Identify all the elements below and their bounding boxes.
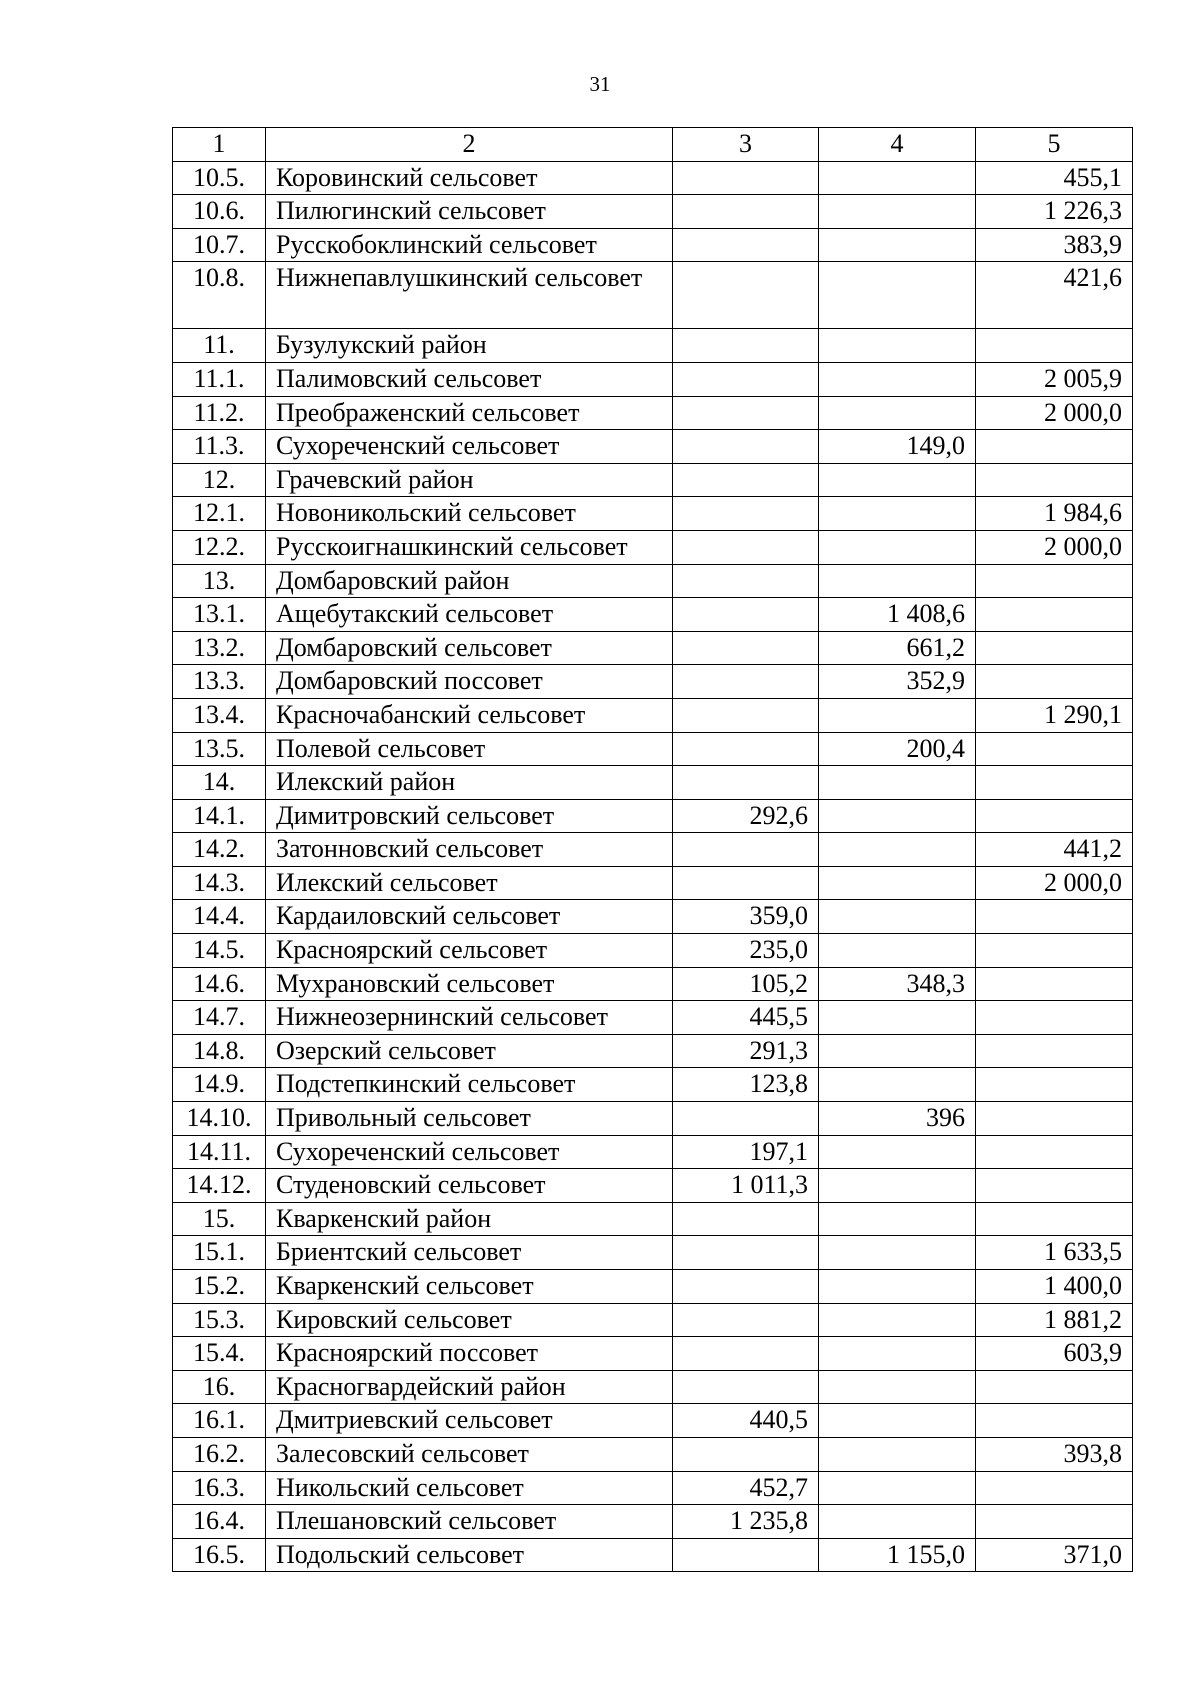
row-name: Красноярский поссовет bbox=[266, 1337, 673, 1371]
row-number: 14.12. bbox=[173, 1169, 266, 1203]
row-name: Коровинский сельсовет bbox=[266, 161, 673, 195]
column-header-5: 5 bbox=[976, 128, 1133, 162]
table-row bbox=[173, 934, 1133, 968]
row-name: Никольский сельсовет bbox=[266, 1471, 673, 1505]
row-value-col5 bbox=[976, 934, 1133, 968]
row-number: 14. bbox=[173, 766, 266, 800]
row-name: Подстепкинский сельсовет bbox=[266, 1068, 673, 1102]
row-value-col4: 149,0 bbox=[819, 430, 976, 464]
table-row bbox=[173, 161, 1133, 195]
row-name: Кардаиловский сельсовет bbox=[266, 900, 673, 934]
table-row bbox=[173, 1102, 1133, 1136]
row-name: Русскоигнашкинский сельсовет bbox=[266, 530, 673, 564]
row-number: 12.2. bbox=[173, 530, 266, 564]
table-row bbox=[173, 430, 1133, 464]
table-header-row bbox=[173, 128, 1133, 162]
row-value-col3 bbox=[673, 530, 819, 564]
row-value-col5 bbox=[976, 665, 1133, 699]
row-number: 14.3. bbox=[173, 866, 266, 900]
row-number: 11.1. bbox=[173, 362, 266, 396]
row-number: 10.8. bbox=[173, 262, 266, 329]
table-row bbox=[173, 1471, 1133, 1505]
table-row bbox=[173, 866, 1133, 900]
table-row bbox=[173, 799, 1133, 833]
row-name: Илекский сельсовет bbox=[266, 866, 673, 900]
row-value-col5 bbox=[976, 430, 1133, 464]
row-name: Бриентский сельсовет bbox=[266, 1236, 673, 1270]
row-value-col3 bbox=[673, 1437, 819, 1471]
table-row bbox=[173, 1505, 1133, 1539]
row-value-col3 bbox=[673, 732, 819, 766]
row-value-col4 bbox=[819, 1437, 976, 1471]
row-value-col5: 1 290,1 bbox=[976, 698, 1133, 732]
row-name: Грачевский район bbox=[266, 463, 673, 497]
row-value-col5 bbox=[976, 1169, 1133, 1203]
table-row bbox=[173, 1404, 1133, 1438]
row-name: Нижнеозернинский сельсовет bbox=[266, 1001, 673, 1035]
table-row bbox=[173, 1337, 1133, 1371]
row-value-col3: 292,6 bbox=[673, 799, 819, 833]
row-value-col5: 421,6 bbox=[976, 262, 1133, 329]
row-number: 15.2. bbox=[173, 1270, 266, 1304]
row-value-col5 bbox=[976, 766, 1133, 800]
column-header-2: 2 bbox=[266, 128, 673, 162]
row-number: 14.7. bbox=[173, 1001, 266, 1035]
row-value-col5 bbox=[976, 564, 1133, 598]
row-number: 11.3. bbox=[173, 430, 266, 464]
table-row bbox=[173, 1303, 1133, 1337]
table-row bbox=[173, 665, 1133, 699]
row-name: Красночабанский сельсовет bbox=[266, 698, 673, 732]
row-value-col3 bbox=[673, 631, 819, 665]
row-value-col5 bbox=[976, 1068, 1133, 1102]
row-number: 13.5. bbox=[173, 732, 266, 766]
row-value-col3 bbox=[673, 1202, 819, 1236]
row-number: 11. bbox=[173, 329, 266, 363]
row-number: 16.1. bbox=[173, 1404, 266, 1438]
row-value-col3 bbox=[673, 1270, 819, 1304]
row-value-col4: 661,2 bbox=[819, 631, 976, 665]
row-value-col3 bbox=[673, 598, 819, 632]
row-name: Красногвардейский район bbox=[266, 1370, 673, 1404]
row-name: Димитровский сельсовет bbox=[266, 799, 673, 833]
row-name: Залесовский сельсовет bbox=[266, 1437, 673, 1471]
row-value-col4 bbox=[819, 866, 976, 900]
row-value-col3 bbox=[673, 362, 819, 396]
table-row bbox=[173, 1135, 1133, 1169]
row-value-col4: 396 bbox=[819, 1102, 976, 1136]
allocation-table bbox=[172, 127, 1133, 1572]
row-value-col3: 1 235,8 bbox=[673, 1505, 819, 1539]
row-value-col5: 1 633,5 bbox=[976, 1236, 1133, 1270]
row-value-col3 bbox=[673, 329, 819, 363]
row-name: Домбаровский поссовет bbox=[266, 665, 673, 699]
row-name: Палимовский сельсовет bbox=[266, 362, 673, 396]
row-value-col3: 445,5 bbox=[673, 1001, 819, 1035]
row-number: 13.2. bbox=[173, 631, 266, 665]
row-value-col3 bbox=[673, 262, 819, 329]
row-value-col3 bbox=[673, 1538, 819, 1572]
row-name: Илекский район bbox=[266, 766, 673, 800]
row-value-col5: 383,9 bbox=[976, 228, 1133, 262]
row-name: Мухрановский сельсовет bbox=[266, 967, 673, 1001]
row-value-col5 bbox=[976, 799, 1133, 833]
row-name: Ащебутакский сельсовет bbox=[266, 598, 673, 632]
row-value-col4 bbox=[819, 161, 976, 195]
row-value-col4: 200,4 bbox=[819, 732, 976, 766]
row-value-col5: 1 881,2 bbox=[976, 1303, 1133, 1337]
table-row bbox=[173, 1001, 1133, 1035]
row-value-col5 bbox=[976, 967, 1133, 1001]
row-name: Русскобоклинский сельсовет bbox=[266, 228, 673, 262]
row-value-col3 bbox=[673, 195, 819, 229]
row-value-col5: 2 000,0 bbox=[976, 396, 1133, 430]
row-number: 10.7. bbox=[173, 228, 266, 262]
row-number: 13.1. bbox=[173, 598, 266, 632]
row-number: 16.3. bbox=[173, 1471, 266, 1505]
row-value-col5: 441,2 bbox=[976, 833, 1133, 867]
row-number: 14.6. bbox=[173, 967, 266, 1001]
row-value-col3: 440,5 bbox=[673, 1404, 819, 1438]
row-number: 15.3. bbox=[173, 1303, 266, 1337]
row-value-col4 bbox=[819, 1471, 976, 1505]
column-header-3: 3 bbox=[673, 128, 819, 162]
row-number: 16.4. bbox=[173, 1505, 266, 1539]
row-number: 13.4. bbox=[173, 698, 266, 732]
row-value-col5 bbox=[976, 1505, 1133, 1539]
row-name: Кировский сельсовет bbox=[266, 1303, 673, 1337]
row-number: 15. bbox=[173, 1202, 266, 1236]
row-number: 16.2. bbox=[173, 1437, 266, 1471]
row-value-col4 bbox=[819, 362, 976, 396]
row-value-col4 bbox=[819, 1034, 976, 1068]
row-value-col3 bbox=[673, 1337, 819, 1371]
row-value-col4 bbox=[819, 766, 976, 800]
table-row bbox=[173, 833, 1133, 867]
row-value-col4: 348,3 bbox=[819, 967, 976, 1001]
row-number: 15.4. bbox=[173, 1337, 266, 1371]
row-value-col3 bbox=[673, 396, 819, 430]
row-value-col4 bbox=[819, 564, 976, 598]
row-value-col4 bbox=[819, 228, 976, 262]
row-name: Затонновский сельсовет bbox=[266, 833, 673, 867]
row-value-col5 bbox=[976, 598, 1133, 632]
row-value-col5 bbox=[976, 1001, 1133, 1035]
row-value-col4 bbox=[819, 698, 976, 732]
row-value-col4 bbox=[819, 1169, 976, 1203]
table-row bbox=[173, 396, 1133, 430]
column-header-4: 4 bbox=[819, 128, 976, 162]
row-name: Бузулукский район bbox=[266, 329, 673, 363]
row-value-col3 bbox=[673, 665, 819, 699]
row-value-col5 bbox=[976, 1202, 1133, 1236]
row-name: Привольный сельсовет bbox=[266, 1102, 673, 1136]
row-value-col4 bbox=[819, 1303, 976, 1337]
page-number: 31 bbox=[589, 72, 611, 96]
row-name: Кваркенский район bbox=[266, 1202, 673, 1236]
row-value-col3 bbox=[673, 463, 819, 497]
row-value-col4: 1 408,6 bbox=[819, 598, 976, 632]
table-row bbox=[173, 228, 1133, 262]
row-value-col3 bbox=[673, 1236, 819, 1270]
table-row bbox=[173, 732, 1133, 766]
row-value-col5 bbox=[976, 463, 1133, 497]
row-value-col4: 1 155,0 bbox=[819, 1538, 976, 1572]
row-value-col4 bbox=[819, 900, 976, 934]
row-value-col5 bbox=[976, 1404, 1133, 1438]
row-number: 10.5. bbox=[173, 161, 266, 195]
row-value-col4 bbox=[819, 1370, 976, 1404]
table-row bbox=[173, 698, 1133, 732]
row-number: 13.3. bbox=[173, 665, 266, 699]
row-number: 15.1. bbox=[173, 1236, 266, 1270]
row-number: 14.8. bbox=[173, 1034, 266, 1068]
row-value-col5: 2 005,9 bbox=[976, 362, 1133, 396]
row-value-col5: 1 400,0 bbox=[976, 1270, 1133, 1304]
row-value-col5 bbox=[976, 1135, 1133, 1169]
row-value-col3 bbox=[673, 833, 819, 867]
table-row bbox=[173, 530, 1133, 564]
table-row bbox=[173, 564, 1133, 598]
row-value-col5 bbox=[976, 329, 1133, 363]
row-value-col3 bbox=[673, 766, 819, 800]
row-name: Домбаровский район bbox=[266, 564, 673, 598]
row-value-col4 bbox=[819, 329, 976, 363]
row-value-col4 bbox=[819, 1135, 976, 1169]
row-value-col3 bbox=[673, 866, 819, 900]
row-value-col3 bbox=[673, 497, 819, 531]
row-value-col5: 393,8 bbox=[976, 1437, 1133, 1471]
row-number: 11.2. bbox=[173, 396, 266, 430]
row-value-col3 bbox=[673, 564, 819, 598]
row-number: 14.4. bbox=[173, 900, 266, 934]
row-value-col4 bbox=[819, 396, 976, 430]
row-number: 12.1. bbox=[173, 497, 266, 531]
table-row bbox=[173, 1202, 1133, 1236]
row-value-col4 bbox=[819, 1337, 976, 1371]
row-value-col4 bbox=[819, 1068, 976, 1102]
row-number: 14.1. bbox=[173, 799, 266, 833]
row-value-col5 bbox=[976, 1471, 1133, 1505]
row-value-col3: 123,8 bbox=[673, 1068, 819, 1102]
table-row bbox=[173, 497, 1133, 531]
table-row bbox=[173, 1034, 1133, 1068]
table-row bbox=[173, 1068, 1133, 1102]
row-value-col3: 1 011,3 bbox=[673, 1169, 819, 1203]
row-value-col3: 105,2 bbox=[673, 967, 819, 1001]
table-row bbox=[173, 1270, 1133, 1304]
table-row bbox=[173, 329, 1133, 363]
row-value-col3 bbox=[673, 1102, 819, 1136]
row-value-col3 bbox=[673, 228, 819, 262]
row-value-col5: 603,9 bbox=[976, 1337, 1133, 1371]
row-value-col4 bbox=[819, 497, 976, 531]
table-row bbox=[173, 766, 1133, 800]
row-number: 16. bbox=[173, 1370, 266, 1404]
table-row bbox=[173, 1236, 1133, 1270]
row-name: Кваркенский сельсовет bbox=[266, 1270, 673, 1304]
row-name: Красноярский сельсовет bbox=[266, 934, 673, 968]
row-value-col3: 291,3 bbox=[673, 1034, 819, 1068]
row-name: Сухореченский сельсовет bbox=[266, 1135, 673, 1169]
row-value-col5 bbox=[976, 1034, 1133, 1068]
row-number: 13. bbox=[173, 564, 266, 598]
row-value-col3 bbox=[673, 430, 819, 464]
row-name: Новоникольский сельсовет bbox=[266, 497, 673, 531]
row-value-col4 bbox=[819, 833, 976, 867]
table-row bbox=[173, 195, 1133, 229]
row-name: Подольский сельсовет bbox=[266, 1538, 673, 1572]
table-row bbox=[173, 1370, 1133, 1404]
row-name: Озерский сельсовет bbox=[266, 1034, 673, 1068]
table-row bbox=[173, 598, 1133, 632]
row-number: 14.11. bbox=[173, 1135, 266, 1169]
row-value-col3: 235,0 bbox=[673, 934, 819, 968]
row-value-col3 bbox=[673, 698, 819, 732]
row-value-col4 bbox=[819, 262, 976, 329]
table-row bbox=[173, 362, 1133, 396]
row-value-col5 bbox=[976, 900, 1133, 934]
row-number: 14.10. bbox=[173, 1102, 266, 1136]
row-value-col4 bbox=[819, 1202, 976, 1236]
row-number: 12. bbox=[173, 463, 266, 497]
row-value-col5: 1 226,3 bbox=[976, 195, 1133, 229]
row-name: Полевой сельсовет bbox=[266, 732, 673, 766]
row-name: Нижнепавлушкинский сельсовет bbox=[266, 262, 673, 329]
row-value-col3: 359,0 bbox=[673, 900, 819, 934]
row-value-col5: 2 000,0 bbox=[976, 866, 1133, 900]
row-value-col3 bbox=[673, 161, 819, 195]
table-row bbox=[173, 900, 1133, 934]
row-number: 14.2. bbox=[173, 833, 266, 867]
row-number: 14.9. bbox=[173, 1068, 266, 1102]
row-value-col5 bbox=[976, 631, 1133, 665]
row-value-col4 bbox=[819, 1236, 976, 1270]
row-value-col4 bbox=[819, 463, 976, 497]
column-header-1: 1 bbox=[173, 128, 266, 162]
row-value-col5: 371,0 bbox=[976, 1538, 1133, 1572]
table-row bbox=[173, 1538, 1133, 1572]
row-value-col5 bbox=[976, 732, 1133, 766]
table-row bbox=[173, 262, 1133, 329]
table-row bbox=[173, 463, 1133, 497]
row-value-col3: 452,7 bbox=[673, 1471, 819, 1505]
row-number: 14.5. bbox=[173, 934, 266, 968]
row-name: Плешановский сельсовет bbox=[266, 1505, 673, 1539]
row-value-col3: 197,1 bbox=[673, 1135, 819, 1169]
row-value-col4 bbox=[819, 1505, 976, 1539]
row-value-col5: 455,1 bbox=[976, 161, 1133, 195]
row-value-col5: 2 000,0 bbox=[976, 530, 1133, 564]
row-number: 16.5. bbox=[173, 1538, 266, 1572]
row-value-col3 bbox=[673, 1370, 819, 1404]
table-row bbox=[173, 1437, 1133, 1471]
table-row bbox=[173, 1169, 1133, 1203]
row-name: Пилюгинский сельсовет bbox=[266, 195, 673, 229]
row-name: Дмитриевский сельсовет bbox=[266, 1404, 673, 1438]
table-row bbox=[173, 631, 1133, 665]
row-value-col4 bbox=[819, 1001, 976, 1035]
row-value-col4 bbox=[819, 530, 976, 564]
row-value-col4 bbox=[819, 934, 976, 968]
row-value-col4: 352,9 bbox=[819, 665, 976, 699]
row-number: 10.6. bbox=[173, 195, 266, 229]
row-value-col4 bbox=[819, 799, 976, 833]
row-name: Сухореченский сельсовет bbox=[266, 430, 673, 464]
row-value-col5 bbox=[976, 1370, 1133, 1404]
row-name: Домбаровский сельсовет bbox=[266, 631, 673, 665]
row-value-col4 bbox=[819, 1404, 976, 1438]
row-value-col5 bbox=[976, 1102, 1133, 1136]
row-value-col3 bbox=[673, 1303, 819, 1337]
row-name: Преображенский сельсовет bbox=[266, 396, 673, 430]
row-value-col4 bbox=[819, 1270, 976, 1304]
row-name: Студеновский сельсовет bbox=[266, 1169, 673, 1203]
row-value-col5: 1 984,6 bbox=[976, 497, 1133, 531]
table-row bbox=[173, 967, 1133, 1001]
row-value-col4 bbox=[819, 195, 976, 229]
